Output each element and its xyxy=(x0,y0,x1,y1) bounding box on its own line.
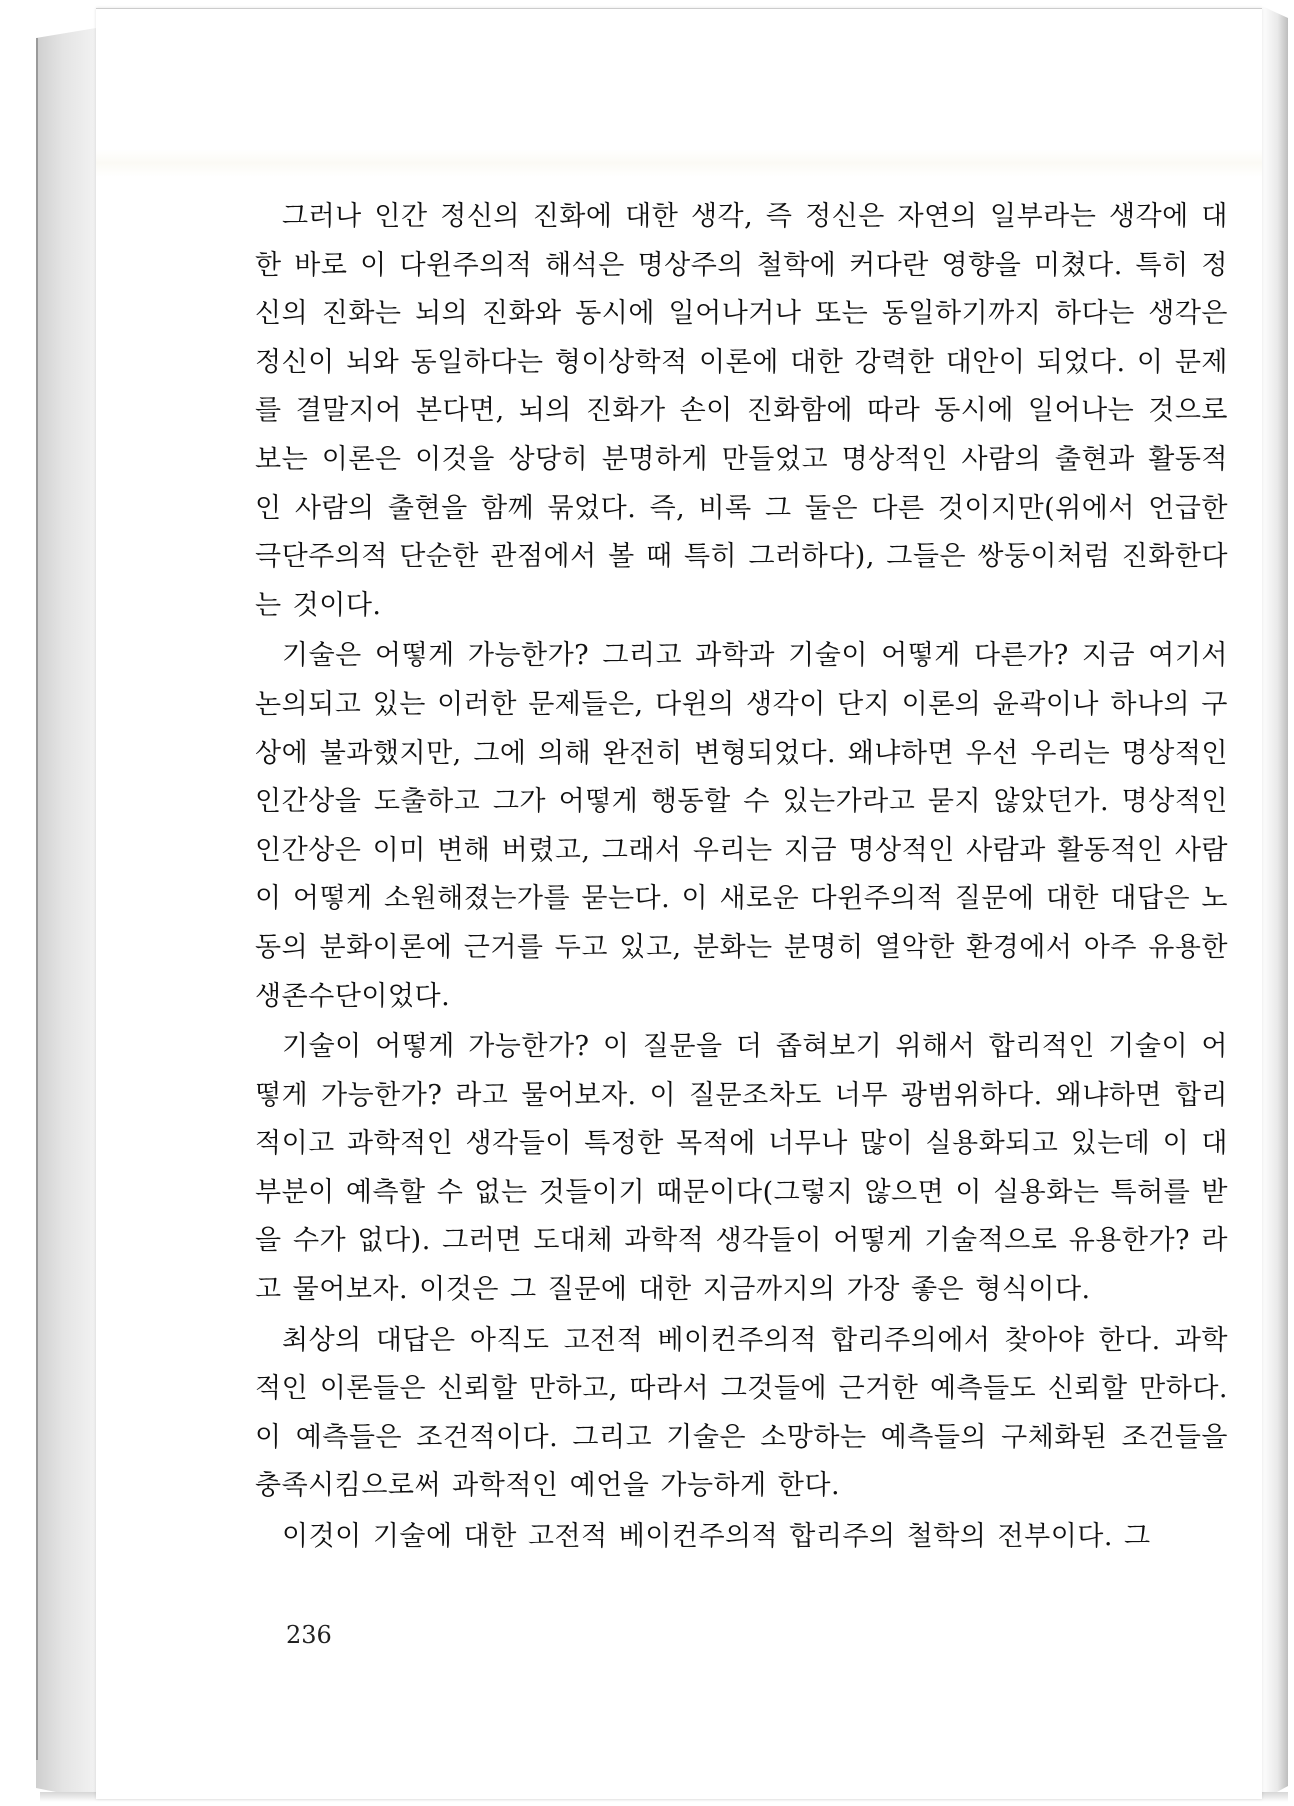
page-number: 236 xyxy=(286,1621,332,1649)
book-spine xyxy=(36,28,96,1800)
paragraph-4: 최상의 대답은 아직도 고전적 베이컨주의적 합리주의에서 찾아야 한다. 과학적인 이론들은 신뢰할 만하고, 따라서 그것들에 근거한 예측들도 신뢰할 만하다. 이 예측들은 조건적이다. 그리고 기술은 소망하는 예측들의 구체화된 조건들을 충족시킴으로써 과학적인 예언을 가능하게 한다. xyxy=(255,1324,1228,1502)
book-page xyxy=(96,8,1262,1799)
paragraph-1: 그러나 인간 정신의 진화에 대한 생각, 즉 정신은 자연의 일부라는 생각에 대한 바로 이 다윈주의적 해석은 명상주의 철학에 커다란 영향을 미쳤다. 특히 정신의 진화는 뇌의 진화와 동시에 일어나거나 또는 동일하기까지 하다는 생각은 정신이 뇌와 동일하다는 형이상학적 이론에 대한 강력한 대안이 되었다. 이 문제를 결말지어 본다면, 뇌의 진화가 손이 진화함에 따라 동시에 일어나는 것으로 보는 이론은 이것을 상당히 분명하게 만들었고 명상적인 사람의 출현과 활동적인 사람의 출현을 함께 묶었다. 즉, 비록 그 둘은 다른 것이지만(위에서 언급한 극단주의적 단순한 관점에서 볼 때 특히 그러하다), 그들은 쌍둥이처럼 진화한다는 것이다. xyxy=(255,201,1228,621)
body-text xyxy=(255,193,1228,1562)
paragraph-5: 이것이 기술에 대한 고전적 베이컨주의적 합리주의 철학의 전부이다. 그 xyxy=(282,1521,1151,1553)
paragraph-3: 기술이 어떻게 가능한가? 이 질문을 더 좁혀보기 위해서 합리적인 기술이 어떻게 가능한가? 라고 물어보자. 이 질문조차도 너무 광범위하다. 왜냐하면 합리적이고 과학적인 생각들이 특정한 목적에 너무나 많이 실용화되고 있는데 이 대부분이 예측할 수 없는 것들이기 때문이다(그렇지 않으면 이 실용화는 특허를 받을 수가 없다). 그러면 도대체 과학적 생각들이 어떻게 기술적으로 유용한가? 라고 물어보자. 이것은 그 질문에 대한 지금까지의 가장 좋은 형식이다. xyxy=(255,1031,1228,1306)
book-spine-edge xyxy=(36,38,38,1760)
book-page-edge xyxy=(1262,6,1288,1800)
page-header-band xyxy=(96,149,1262,177)
paragraph-2: 기술은 어떻게 가능한가? 그리고 과학과 기술이 어떻게 다른가? 지금 여기서 논의되고 있는 이러한 문제들은, 다윈의 생각이 단지 이론의 윤곽이나 하나의 구상에 불과했지만, 그에 의해 완전히 변형되었다. 왜냐하면 우선 우리는 명상적인 인간상을 도출하고 그가 어떻게 행동할 수 있는가라고 묻지 않았던가. 명상적인 인간상은 이미 변해 버렸고, 그래서 우리는 지금 명상적인 사람과 활동적인 사람이 어떻게 소원해졌는가를 묻는다. 이 새로운 다윈주의적 질문에 대한 대답은 노동의 분화이론에 근거를 두고 있고, 분화는 분명히 열악한 환경에서 아주 유용한 생존수단이었다. xyxy=(255,640,1228,1012)
